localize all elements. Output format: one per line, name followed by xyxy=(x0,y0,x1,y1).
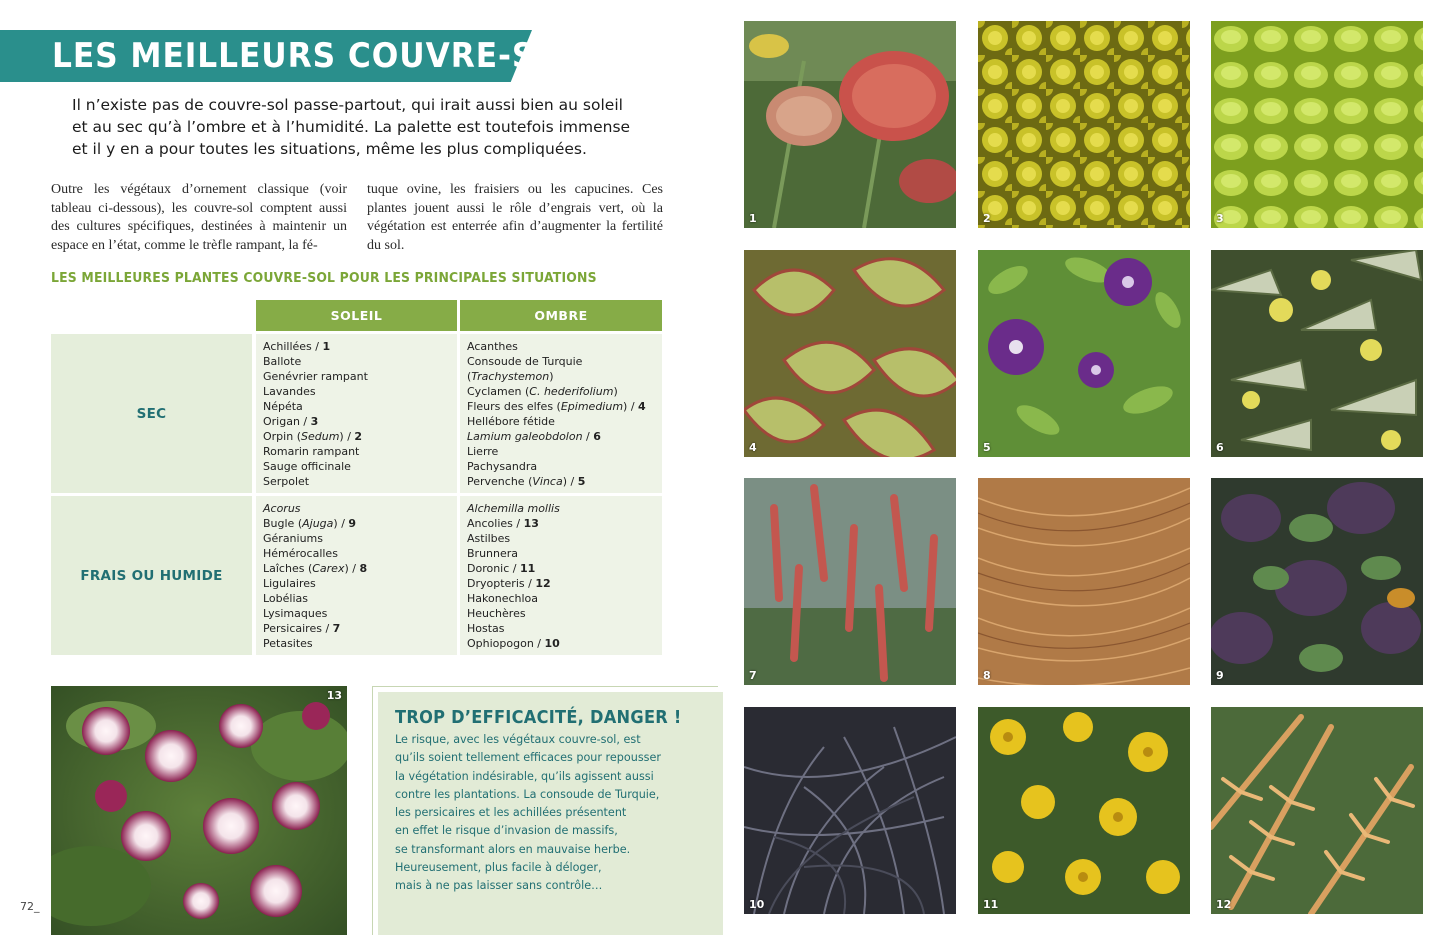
plant-item: Acanthes xyxy=(467,340,518,353)
photo-number: 5 xyxy=(983,441,991,454)
photo-sedum xyxy=(978,21,1190,228)
photo-columbine xyxy=(51,686,347,935)
callout-line: se transformant alors en mauvaise herbe. xyxy=(395,842,631,856)
page-number: 72_ xyxy=(20,900,40,913)
row-label-dry: SEC xyxy=(51,334,252,493)
photo-achillea xyxy=(744,21,956,228)
plant-item: Serpolet xyxy=(263,475,310,488)
cell-wet-sun xyxy=(256,496,457,655)
plant-item: Lamium galeobdolon / 6 xyxy=(467,430,601,443)
callout-line: Heureusement, plus facile à déloger, xyxy=(395,861,602,875)
photo-ophiopogon xyxy=(744,707,956,914)
plant-item: Origan / 3 xyxy=(263,415,319,428)
intro-paragraph: Il n’existe pas de couvre-sol passe-partout, qui irait aussi bien au soleil et au sec qu’à l’ombre et à l’humidité. La palette est toutefois immense et il y en a pour toutes les situations, même les plus compliquées. xyxy=(72,96,631,158)
plant-item: Pervenche (Vinca) / 5 xyxy=(467,475,586,488)
photo-dryopteris xyxy=(1211,707,1423,914)
callout-line: qu’ils soient tellement efficaces pour repousser xyxy=(395,751,661,765)
plant-item: Achillées / 1 xyxy=(263,340,331,353)
body-column-1: Outre les végétaux d’ornement classique (voir tableau ci-dessous), les couvre-sol comptent aussi des cultures spécifiques, destinées à maintenir un espace en l’état, comme le trèfle rampant, la fé- xyxy=(51,182,347,253)
plant-item: Hémérocalles xyxy=(263,547,338,560)
photo-number: 6 xyxy=(1216,441,1224,454)
plant-item: Acorus xyxy=(263,502,301,515)
callout-line: les persicaires et les achillées présentent xyxy=(395,806,627,820)
table-heading: LES MEILLEURES PLANTES COUVRE-SOL POUR LES PRINCIPALES SITUATIONS xyxy=(51,270,597,286)
cell-wet-shade xyxy=(460,496,662,655)
photo-number: 2 xyxy=(983,212,991,225)
plant-item: Lysimaques xyxy=(263,607,328,620)
photo-origanum xyxy=(1211,21,1423,228)
plant-item: (Trachystemon) xyxy=(467,370,554,383)
photo-number: 13 xyxy=(326,689,342,702)
photo-number: 10 xyxy=(749,898,765,911)
callout-line: Le risque, avec les végétaux couvre-sol, est xyxy=(395,733,641,746)
plant-item: Fleurs des elfes (Epimedium) / 4 xyxy=(467,400,646,413)
plant-item: Ophiopogon / 10 xyxy=(467,637,560,650)
photo-number: 11 xyxy=(983,898,999,911)
plant-item: Géraniums xyxy=(263,532,324,545)
plant-item: Astilbes xyxy=(467,532,511,545)
photo-number: 8 xyxy=(983,669,991,682)
plant-item: Laîches (Carex) / 8 xyxy=(263,562,368,575)
photo-ajuga xyxy=(1211,478,1423,685)
plant-item: Ballote xyxy=(263,355,302,368)
callout-line: la végétation indésirable, qu’ils agissent aussi xyxy=(395,769,654,783)
plant-item: Hostas xyxy=(467,622,505,635)
photo-number: 9 xyxy=(1216,669,1224,682)
callout-line: en effet le risque d’invasion de massifs, xyxy=(395,824,618,838)
photo-epimedium xyxy=(744,250,956,457)
plant-item: Orpin (Sedum) / 2 xyxy=(263,430,363,443)
column-header-shade: OMBRE xyxy=(460,300,662,331)
plant-item: Cyclamen (C. hederifolium) xyxy=(467,385,618,398)
page-title: LES MEILLEURS COUVRE-SOL xyxy=(52,36,584,76)
plant-item: Alchemilla mollis xyxy=(467,502,560,515)
plant-item: Persicaires / 7 xyxy=(263,622,341,635)
plant-item: Ancolies / 13 xyxy=(467,517,539,530)
photo-carex xyxy=(978,478,1190,685)
cell-dry-shade xyxy=(460,334,662,493)
plant-item: Heuchères xyxy=(467,607,526,620)
photo-vinca xyxy=(978,250,1190,457)
plant-item: Consoude de Turquie xyxy=(467,355,583,368)
plant-item: Pachysandra xyxy=(467,460,538,473)
photo-lamium xyxy=(1211,250,1423,457)
plant-item: Lavandes xyxy=(263,385,316,398)
plant-item: Bugle (Ajuga) / 9 xyxy=(263,517,357,530)
row-label-wet: FRAIS OU HUMIDE xyxy=(51,496,252,655)
photo-number: 4 xyxy=(749,441,757,454)
plant-item: Dryopteris / 12 xyxy=(467,577,551,590)
plant-item: Hakonechloa xyxy=(467,592,539,605)
photo-number: 7 xyxy=(749,669,757,682)
plant-item: Lierre xyxy=(467,445,499,458)
body-column-2: tuque ovine, les fraisiers ou les capucines. Ces plantes jouent aussi le rôle d’engrais vert, où la végétation est enterrée afin d’augmenter la fertilité du sol. xyxy=(367,182,663,253)
photo-number: 3 xyxy=(1216,212,1224,225)
plant-item: Brunnera xyxy=(467,547,519,560)
photo-number: 1 xyxy=(749,212,757,225)
plant-item: Ligulaires xyxy=(263,577,316,590)
plant-item: Romarin rampant xyxy=(263,445,360,458)
plant-item: Petasites xyxy=(263,637,313,650)
callout-title: TROP D’EFFICACITÉ, DANGER ! xyxy=(395,707,682,728)
plant-item: Doronic / 11 xyxy=(467,562,536,575)
photo-doronicum xyxy=(978,707,1190,914)
plant-item: Genévrier rampant xyxy=(263,370,368,383)
plant-item: Lobélias xyxy=(263,592,308,605)
callout-line: contre les plantations. La consoude de Turquie, xyxy=(395,787,660,801)
plant-item: Sauge officinale xyxy=(263,460,351,473)
callout-line: mais à ne pas laisser sans contrôle… xyxy=(395,879,603,893)
photo-number: 12 xyxy=(1216,898,1232,911)
column-header-sun: SOLEIL xyxy=(256,300,457,331)
plant-item: Hellébore fétide xyxy=(467,415,555,428)
cell-dry-sun xyxy=(256,334,457,493)
plant-item: Népéta xyxy=(263,400,303,413)
callout-text xyxy=(395,731,715,896)
photo-persicaria xyxy=(744,478,956,685)
